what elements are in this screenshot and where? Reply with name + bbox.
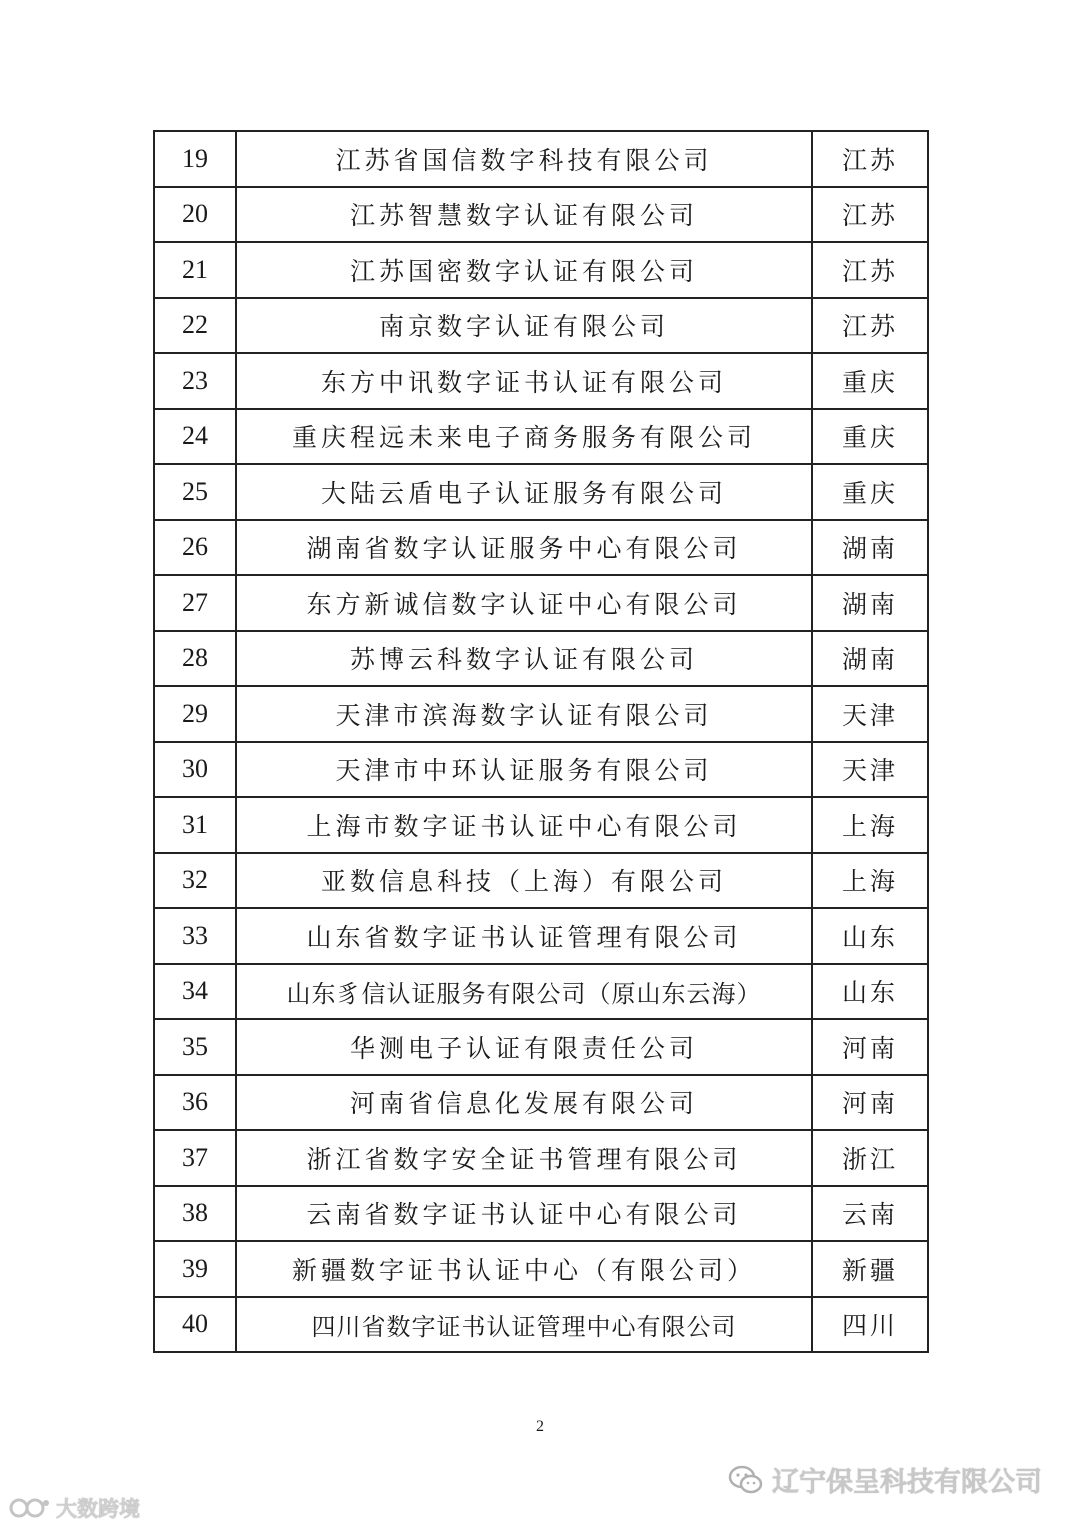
company-name-cell: 东方中讯数字证书认证有限公司 (236, 353, 812, 409)
row-number-cell: 29 (154, 686, 236, 742)
region-cell: 江苏 (812, 131, 928, 187)
table-row (154, 742, 928, 798)
company-name-cell: 江苏省国信数字科技有限公司 (236, 131, 812, 187)
table-row (154, 853, 928, 909)
table-row (154, 1130, 928, 1186)
row-number-cell: 21 (154, 242, 236, 298)
table-row (154, 797, 928, 853)
company-name-cell: 新疆数字证书认证中心（有限公司） (236, 1241, 812, 1297)
row-number-cell: 39 (154, 1241, 236, 1297)
row-number-cell: 23 (154, 353, 236, 409)
company-name-cell: 云南省数字证书认证中心有限公司 (236, 1186, 812, 1242)
table-row (154, 1075, 928, 1131)
region-cell: 湖南 (812, 631, 928, 687)
table-row (154, 631, 928, 687)
table-row (154, 686, 928, 742)
company-name-cell: 江苏国密数字认证有限公司 (236, 242, 812, 298)
company-name-cell: 东方新诚信数字认证中心有限公司 (236, 575, 812, 631)
region-cell: 重庆 (812, 409, 928, 465)
row-number-cell: 22 (154, 298, 236, 354)
region-cell: 上海 (812, 797, 928, 853)
region-cell: 重庆 (812, 464, 928, 520)
table-row (154, 353, 928, 409)
region-cell: 新疆 (812, 1241, 928, 1297)
row-number-cell: 28 (154, 631, 236, 687)
wechat-watermark (728, 1460, 1042, 1499)
brand-watermark (8, 1493, 140, 1523)
wechat-icon (728, 1465, 764, 1495)
brand-watermark-text: 大数跨境 (56, 1497, 140, 1521)
region-cell: 四川 (812, 1297, 928, 1353)
table-row (154, 187, 928, 243)
table-body (154, 131, 928, 1352)
table-row (154, 520, 928, 576)
region-cell: 浙江 (812, 1130, 928, 1186)
company-name-cell: 华测电子认证有限责任公司 (236, 1019, 812, 1075)
region-cell: 上海 (812, 853, 928, 909)
ca-company-table (153, 130, 929, 1353)
brand-logo-icon (8, 1497, 52, 1519)
row-number-cell: 36 (154, 1075, 236, 1131)
region-cell: 江苏 (812, 187, 928, 243)
table-row (154, 908, 928, 964)
table-row (154, 298, 928, 354)
company-name-cell: 山东省数字证书认证管理有限公司 (236, 908, 812, 964)
table-row (154, 1297, 928, 1353)
region-cell: 云南 (812, 1186, 928, 1242)
company-name-cell: 大陆云盾电子认证服务有限公司 (236, 464, 812, 520)
region-cell: 江苏 (812, 298, 928, 354)
table-row (154, 1019, 928, 1075)
region-cell: 湖南 (812, 520, 928, 576)
company-name-cell: 重庆程远未来电子商务服务有限公司 (236, 409, 812, 465)
company-name-cell: 四川省数字证书认证管理中心有限公司 (236, 1297, 812, 1353)
region-cell: 天津 (812, 686, 928, 742)
company-name-cell: 湖南省数字认证服务中心有限公司 (236, 520, 812, 576)
table-row (154, 575, 928, 631)
table-row (154, 1241, 928, 1297)
row-number-cell: 35 (154, 1019, 236, 1075)
table-row (154, 464, 928, 520)
company-name-cell: 浙江省数字安全证书管理有限公司 (236, 1130, 812, 1186)
table-row (154, 409, 928, 465)
wechat-watermark-text: 辽宁保呈科技有限公司 (772, 1467, 1042, 1498)
row-number-cell: 26 (154, 520, 236, 576)
company-name-cell: 天津市滨海数字认证有限公司 (236, 686, 812, 742)
company-name-cell: 亚数信息科技（上海）有限公司 (236, 853, 812, 909)
table-row (154, 1186, 928, 1242)
region-cell: 江苏 (812, 242, 928, 298)
row-number-cell: 37 (154, 1130, 236, 1186)
company-name-cell: 山东豸信认证服务有限公司（原山东云海） (236, 964, 812, 1020)
row-number-cell: 25 (154, 464, 236, 520)
region-cell: 天津 (812, 742, 928, 798)
region-cell: 山东 (812, 964, 928, 1020)
page-number: 2 (536, 1418, 544, 1435)
company-name-cell: 天津市中环认证服务有限公司 (236, 742, 812, 798)
table-row (154, 242, 928, 298)
region-cell: 河南 (812, 1019, 928, 1075)
region-cell: 河南 (812, 1075, 928, 1131)
row-number-cell: 31 (154, 797, 236, 853)
company-name-cell: 上海市数字证书认证中心有限公司 (236, 797, 812, 853)
row-number-cell: 33 (154, 908, 236, 964)
region-cell: 山东 (812, 908, 928, 964)
company-name-cell: 南京数字认证有限公司 (236, 298, 812, 354)
row-number-cell: 40 (154, 1297, 236, 1353)
row-number-cell: 30 (154, 742, 236, 798)
region-cell: 湖南 (812, 575, 928, 631)
row-number-cell: 27 (154, 575, 236, 631)
table-row (154, 131, 928, 187)
company-name-cell: 河南省信息化发展有限公司 (236, 1075, 812, 1131)
company-name-cell: 苏博云科数字认证有限公司 (236, 631, 812, 687)
row-number-cell: 24 (154, 409, 236, 465)
company-name-cell: 江苏智慧数字认证有限公司 (236, 187, 812, 243)
region-cell: 重庆 (812, 353, 928, 409)
row-number-cell: 38 (154, 1186, 236, 1242)
row-number-cell: 32 (154, 853, 236, 909)
row-number-cell: 20 (154, 187, 236, 243)
table-row (154, 964, 928, 1020)
row-number-cell: 19 (154, 131, 236, 187)
row-number-cell: 34 (154, 964, 236, 1020)
